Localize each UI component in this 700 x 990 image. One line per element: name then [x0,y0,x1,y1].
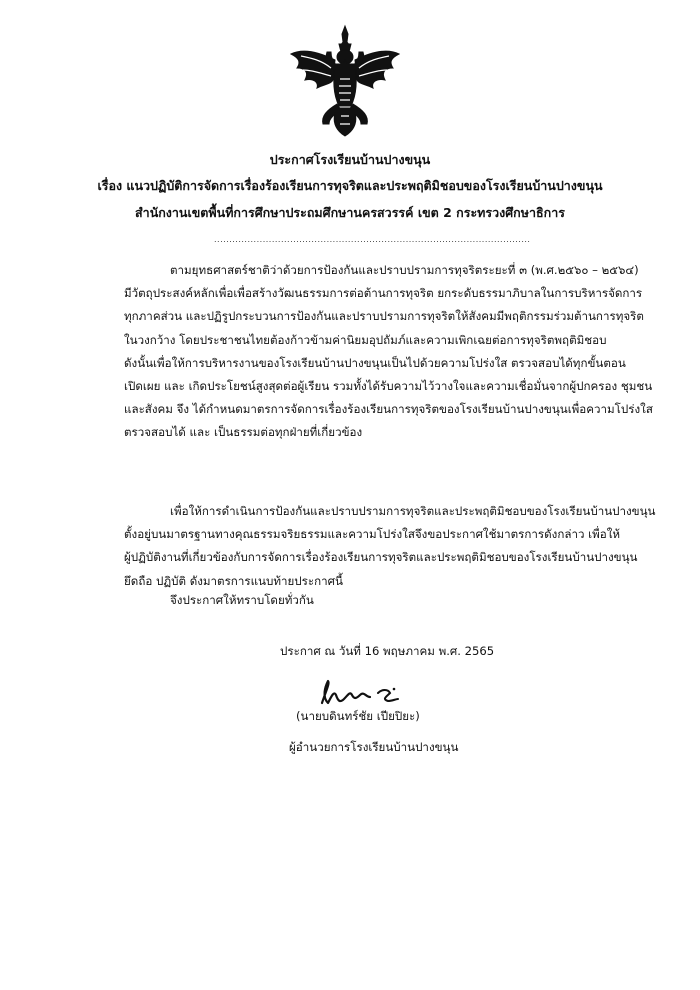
body-paragraph-2 [124,500,656,593]
paragraph-line: เพื่อให้การดำเนินการป้องกันและปราบปรามการทุจริตและประพฤติมิชอบของโรงเรียนบ้านปางขนุน [170,504,656,518]
announcement-subject: เรื่อง แนวปฏิบัติการจัดการเรื่องร้องเรียนการทุจริตและประพฤติมิชอบของโรงเรียนบ้านปางขนุน [97,178,603,193]
garuda-emblem-icon [287,24,403,138]
signatory-position: ผู้อำนวยการโรงเรียนบ้านปางขนุน [289,740,459,754]
closing-statement: จึงประกาศให้ทราบโดยทั่วกัน [170,593,314,607]
paragraph-line: ตรวจสอบได้ และ เป็นธรรมต่อทุกฝ่ายที่เกี่ยวข้อง [124,425,363,440]
paragraph-line: ผู้ปฏิบัติงานที่เกี่ยวข้องกับการจัดการเรื่องร้องเรียนการทุจริตและประพฤติมิชอบของโรงเรียนบ้านปางขนุน [124,550,638,565]
paragraph-line: ดังนั้นเพื่อให้การบริหารงานของโรงเรียนบ้านปางขนุนเป็นไปด้วยความโปร่งใส ตรวจสอบได้ทุกขั้นตอน [124,355,626,370]
paragraph-line: ทุกภาคส่วน และปฏิรูปกระบวนการป้องกันและปราบปรามการทุจริตให้สังคมมีพฤติกรรมร่วมต้านการทุจริต [124,309,644,324]
signatory-name: (นายบดินทร์ชัย เปียปิยะ) [296,709,420,723]
announcement-date: ประกาศ ณ วันที่ 16 พฤษภาคม พ.ศ. 2565 [280,644,495,658]
paragraph-line: เปิดเผย และ เกิดประโยชน์สูงสุดต่อผู้เรียน รวมทั้งได้รับความไว้วางใจและความเชื่อมั่นจากผู้ปกครอง ชุมชน [124,378,653,393]
paragraph-line: มีวัตถุประสงค์หลักเพื่อเพื่อสร้างวัฒนธรรมการต่อต้านการทุจริต ยกระดับธรรมาภิบาลในการบริหารจัดการ [124,286,643,301]
announcement-title: ประกาศโรงเรียนบ้านปางขนุน [269,152,431,167]
paragraph-line: ตั้งอยู่บนมาตรฐานทางคุณธรรมจริยธรรมและความโปร่งใสจึงขอประกาศใช้มาตรการดังกล่าว เพื่อให้ [124,527,621,542]
paragraph-line: ยึดถือ ปฏิบัติ ดังมาตรการแนบท้ายประกาศนี้ [124,573,343,588]
announcement-office: สำนักงานเขตพื้นที่การศึกษาประถมศึกษานครสวรรค์ เขต 2 กระทรวงศึกษาธิการ [135,205,565,220]
paragraph-line: ในวงกว้าง โดยประชาชนไทยต้องก้าวข้ามค่านิยมอุปถัมภ์และความเพิกเฉยต่อการทุจริตพฤติมิชอบ [124,332,607,347]
paragraph-line: ตามยุทธศาสตร์ชาติว่าด้วยการป้องกันและปราบปรามการทุจริตระยะที่ ๓ (พ.ศ.๒๕๖๐ – ๒๕๖๔) [170,263,639,277]
paragraph-line: และสังคม จึง ได้กำหนดมาตรการจัดการเรื่องร้องเรียนการทุจริตของโรงเรียนบ้านปางขนุนเพื่อความโปร่งใส [124,402,653,417]
dotted-divider: ........................................................................................................ [214,235,531,244]
body-paragraph-1 [124,259,652,445]
handwritten-signature-icon [316,677,406,709]
